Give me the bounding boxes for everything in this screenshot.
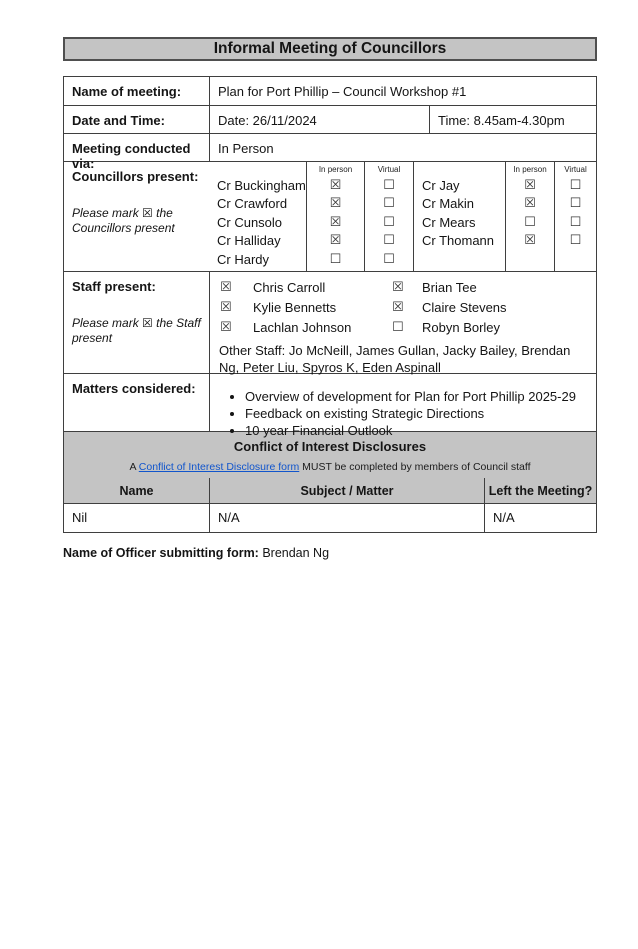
document-title-bar xyxy=(63,37,597,61)
staff-line xyxy=(210,317,596,337)
councillor-name: Cr Halliday xyxy=(217,233,281,249)
checkbox-makin-virtual[interactable]: ☐ xyxy=(569,196,582,212)
checkbox-makin-in-person[interactable]: ☒ xyxy=(524,196,536,212)
row-meeting-name xyxy=(64,77,596,105)
in-person-column-header: In person xyxy=(513,165,547,174)
in-person-column-header: In person xyxy=(318,165,353,174)
time-value: Time: 8.45am-4.30pm xyxy=(429,106,596,133)
disclosure-name-value: Nil xyxy=(72,510,88,525)
checkbox-claire-stevens[interactable]: ☒ xyxy=(392,299,404,315)
disclosure-left-meeting-value: N/A xyxy=(484,504,596,532)
checkbox-kylie-bennetts[interactable]: ☒ xyxy=(220,299,232,315)
officer-submitting-line xyxy=(63,546,638,560)
checkbox-robyn-borley[interactable]: ☐ xyxy=(392,319,404,335)
checkbox-jay-in-person[interactable]: ☒ xyxy=(524,177,536,193)
councillor-name: Cr Thomann xyxy=(422,233,495,249)
matters-list xyxy=(218,388,592,439)
virtual-column-header: Virtual xyxy=(564,165,587,174)
councillors-present-label-cell xyxy=(64,162,209,271)
officer-label: Name of Officer submitting form: xyxy=(63,546,259,560)
checkbox-mears-virtual[interactable]: ☐ xyxy=(569,214,582,230)
checkbox-mears-in-person[interactable]: ☐ xyxy=(524,214,536,230)
checkbox-jay-virtual[interactable]: ☐ xyxy=(569,177,582,193)
checkbox-buckingham-in-person[interactable]: ☒ xyxy=(329,177,342,193)
row-date-time xyxy=(64,105,596,133)
checkbox-thomann-virtual[interactable]: ☐ xyxy=(569,233,582,249)
councillors-present-hint: Please mark ☒ the Councillors present xyxy=(72,206,175,235)
councillor-name: Cr Buckingham xyxy=(217,177,306,193)
matters-item: • Overview of development for Plan for Port Phillip 2025-29 xyxy=(245,388,592,405)
matters-item: • Feedback on existing Strategic Directions xyxy=(245,405,592,422)
other-staff-text: Other Staff: Jo McNeill, James Gullan, Jacky Bailey, Brendan Ng, Peter Liu, Spyros K, Eden Aspinall xyxy=(219,343,571,375)
staff-present-hint: Please mark ☒ the Staff present xyxy=(72,316,201,345)
councillors-present-label: Councillors present: xyxy=(72,169,199,184)
date-value: Date: 26/11/2024 xyxy=(209,106,429,133)
matters-considered-label: Matters considered: xyxy=(72,381,196,396)
officer-value: Brendan Ng xyxy=(258,546,330,560)
staff-present-label-cell xyxy=(64,272,209,373)
checkbox-hardy-in-person[interactable]: ☐ xyxy=(329,251,342,267)
virtual-column-header: Virtual xyxy=(377,165,401,174)
checkbox-halliday-in-person[interactable]: ☒ xyxy=(329,233,342,249)
checkbox-crawford-virtual[interactable]: ☐ xyxy=(383,196,395,212)
councillor-name: Cr Jay xyxy=(422,177,460,193)
councillor-name: Cr Mears xyxy=(422,214,476,230)
councillor-name: Cr Cunsolo xyxy=(217,214,283,230)
staff-present-label: Staff present: xyxy=(72,279,156,294)
row-staff-present xyxy=(64,271,596,373)
staff-line xyxy=(210,277,596,297)
checkbox-halliday-virtual[interactable]: ☐ xyxy=(383,233,395,249)
checkbox-chris-carroll[interactable]: ☒ xyxy=(220,279,232,295)
matters-item: • 10 year Financial Outlook xyxy=(245,422,592,439)
staff-name: Robyn Borley xyxy=(422,319,501,335)
checkbox-hardy-virtual[interactable]: ☐ xyxy=(383,251,395,267)
conflict-note-prefix: A xyxy=(129,461,139,473)
councillor-name: Cr Crawford xyxy=(217,196,288,212)
staff-name: Brian Tee xyxy=(422,279,477,295)
in-person-column-1 xyxy=(306,162,364,271)
checkbox-lachlan-johnson[interactable]: ☒ xyxy=(220,319,232,335)
meeting-name-label: Name of meeting: xyxy=(72,84,182,99)
councillor-name: Cr Hardy xyxy=(217,251,270,267)
disclosure-header-name: Name xyxy=(119,483,154,498)
disclosure-table-header-row xyxy=(64,478,596,503)
conflict-disclosure-form-link[interactable]: Conflict of Interest Disclosure form xyxy=(138,461,300,473)
staff-present-value-cell xyxy=(209,272,596,373)
meeting-name-value: Plan for Port Phillip – Council Workshop #1 xyxy=(209,77,596,105)
staff-line xyxy=(210,297,596,317)
councillor-name: Cr Makin xyxy=(422,196,475,212)
staff-name: Claire Stevens xyxy=(422,299,507,315)
checkbox-cunsolo-in-person[interactable]: ☒ xyxy=(329,214,342,230)
row-councillors-present xyxy=(64,161,596,271)
row-matters-considered xyxy=(64,373,596,438)
staff-name: Chris Carroll xyxy=(253,279,326,295)
checkbox-thomann-in-person[interactable]: ☒ xyxy=(524,233,536,249)
virtual-column-1 xyxy=(364,162,413,271)
staff-name: Lachlan Johnson xyxy=(253,319,352,335)
conflict-note-suffix: MUST be completed by members of Council staff xyxy=(299,461,531,473)
in-person-column-2 xyxy=(505,162,554,271)
councillor-names-column-2 xyxy=(413,162,505,271)
meeting-via-label: Meeting conducted via: xyxy=(72,141,191,171)
conflict-note xyxy=(64,461,596,473)
checkbox-brian-tee[interactable]: ☒ xyxy=(392,279,404,295)
document-title: Informal Meeting of Councillors xyxy=(213,40,447,57)
disclosure-header-left-meeting: Left the Meeting? xyxy=(484,478,596,503)
conflict-title: Conflict of Interest Disclosures xyxy=(233,439,427,454)
checkbox-cunsolo-virtual[interactable]: ☐ xyxy=(383,214,395,230)
document-page xyxy=(0,37,638,949)
disclosure-header-subject: Subject / Matter xyxy=(209,478,484,503)
checkbox-crawford-in-person[interactable]: ☒ xyxy=(329,196,342,212)
date-time-label: Date and Time: xyxy=(72,113,165,128)
matters-considered-value xyxy=(209,374,596,438)
staff-name: Kylie Bennetts xyxy=(253,299,337,315)
disclosure-subject-value: N/A xyxy=(209,504,484,532)
meeting-via-value: In Person xyxy=(209,134,596,161)
disclosure-table-row xyxy=(64,503,596,532)
checkbox-buckingham-virtual[interactable]: ☐ xyxy=(383,177,395,193)
virtual-column-2 xyxy=(554,162,596,271)
meeting-form-table xyxy=(63,76,597,533)
councillor-names-column-1 xyxy=(209,162,306,271)
